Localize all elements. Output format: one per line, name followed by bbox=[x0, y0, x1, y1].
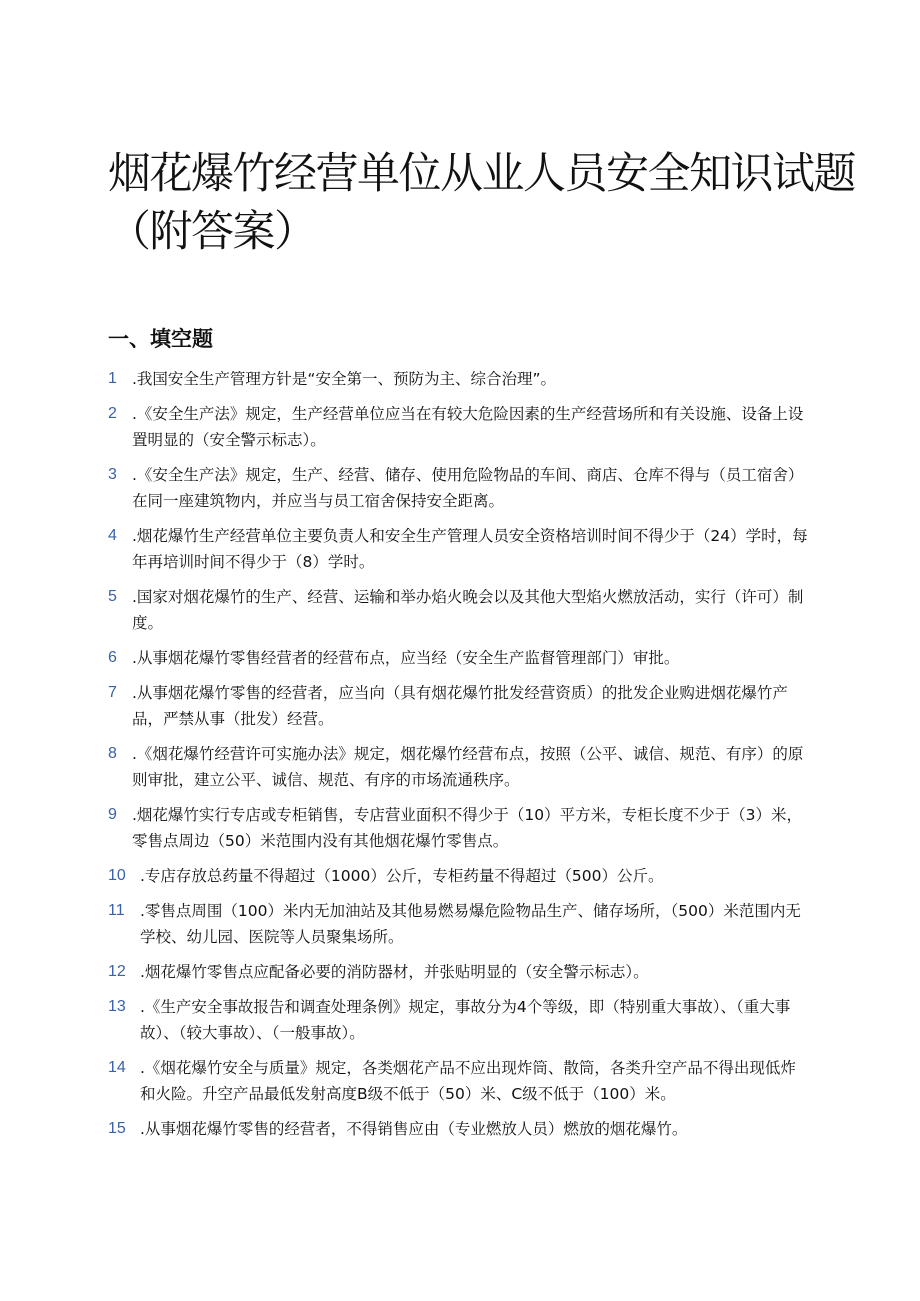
title-line-1: 烟花爆竹经营单位从业人员安全知识试题 bbox=[108, 149, 855, 199]
question-item bbox=[108, 462, 808, 514]
question-number: 14 bbox=[108, 1059, 126, 1076]
question-item bbox=[108, 401, 808, 453]
question-text: .从事烟花爆竹零售经营者的经营布点，应当经（安全生产监督管理部门）审批。 bbox=[132, 649, 680, 667]
question-item bbox=[108, 366, 808, 392]
question-text: .我国安全生产管理方针是“安全第一、预防为主、综合治理”。 bbox=[132, 370, 556, 388]
question-item bbox=[108, 863, 808, 889]
question-number: 3 bbox=[108, 466, 117, 483]
question-number: 9 bbox=[108, 806, 117, 823]
question-text: .《生产安全事故报告和调查处理条例》规定，事故分为4个等级，即（特别重大事故）、（重大事故）、（较大事故）、（一般事故）。 bbox=[140, 998, 791, 1042]
question-text: .烟花爆竹零售点应配备必要的消防器材，并张贴明显的（安全警示标志）。 bbox=[140, 963, 649, 981]
question-text: .烟花爆竹实行专店或专柜销售，专店营业面积不得少于（10）平方米，专柜长度不少于（3）米，零售点周边（50）米范围内没有其他烟花爆竹零售点。 bbox=[132, 806, 803, 850]
question-text: .《烟花爆竹经营许可实施办法》规定，烟花爆竹经营布点，按照（公平、诚信、规范、有序）的原则审批，建立公平、诚信、规范、有序的市场流通秩序。 bbox=[132, 745, 804, 789]
question-number: 15 bbox=[108, 1120, 126, 1137]
question-number: 1 bbox=[108, 370, 117, 387]
question-item bbox=[108, 680, 808, 732]
question-number: 13 bbox=[108, 998, 126, 1015]
question-number: 8 bbox=[108, 745, 117, 762]
question-number: 10 bbox=[108, 867, 126, 884]
question-text: .《安全生产法》规定，生产经营单位应当在有较大危险因素的生产经营场所和有关设施、设备上设置明显的（安全警示标志）。 bbox=[132, 405, 804, 449]
question-number: 4 bbox=[108, 527, 117, 544]
question-item bbox=[108, 1055, 808, 1107]
question-text: .零售点周围（100）米内无加油站及其他易燃易爆危险物品生产、储存场所，（500）米范围内无学校、幼儿园、医院等人员聚集场所。 bbox=[140, 902, 801, 946]
question-text: .从事烟花爆竹零售的经营者，不得销售应由（专业燃放人员）燃放的烟花爆竹。 bbox=[140, 1120, 688, 1138]
question-text: .《安全生产法》规定，生产、经营、储存、使用危险物品的车间、商店、仓库不得与（员工宿舍）在同一座建筑物内，并应当与员工宿舍保持安全距离。 bbox=[132, 466, 804, 510]
question-number: 5 bbox=[108, 588, 117, 605]
question-item bbox=[108, 741, 808, 793]
question-text: .烟花爆竹生产经营单位主要负责人和安全生产管理人员安全资格培训时间不得少于（24）学时，每年再培训时间不得少于（8）学时。 bbox=[132, 527, 808, 571]
question-item bbox=[108, 584, 808, 636]
document-title bbox=[108, 145, 855, 261]
question-number: 6 bbox=[108, 649, 117, 666]
question-item bbox=[108, 802, 808, 854]
question-text: .国家对烟花爆竹的生产、经营、运输和举办焰火晚会以及其他大型焰火燃放活动，实行（许可）制度。 bbox=[132, 588, 804, 632]
title-line-2: （附答案） bbox=[108, 207, 316, 257]
question-item bbox=[108, 898, 808, 950]
question-item bbox=[108, 1116, 808, 1142]
question-number: 7 bbox=[108, 684, 117, 701]
question-item bbox=[108, 959, 808, 985]
question-number: 11 bbox=[108, 902, 125, 919]
question-text: .专店存放总药量不得超过（1000）公斤，专柜药量不得超过（500）公斤。 bbox=[140, 867, 664, 885]
question-text: .从事烟花爆竹零售的经营者，应当向（具有烟花爆竹批发经营资质）的批发企业购进烟花爆竹产品，严禁从事（批发）经营。 bbox=[132, 684, 788, 728]
question-text: .《烟花爆竹安全与质量》规定，各类烟花产品不应出现炸筒、散筒，各类升空产品不得出现低炸和火险。升空产品最低发射高度B级不低于（50）米、C级不低于（100）米。 bbox=[140, 1059, 796, 1103]
question-number: 2 bbox=[108, 405, 117, 422]
section-heading-fill-in-blank: 一、填空题 bbox=[108, 327, 213, 351]
question-item bbox=[108, 523, 808, 575]
question-item bbox=[108, 645, 808, 671]
question-item bbox=[108, 994, 808, 1046]
question-list bbox=[108, 366, 808, 1151]
question-number: 12 bbox=[108, 963, 126, 980]
